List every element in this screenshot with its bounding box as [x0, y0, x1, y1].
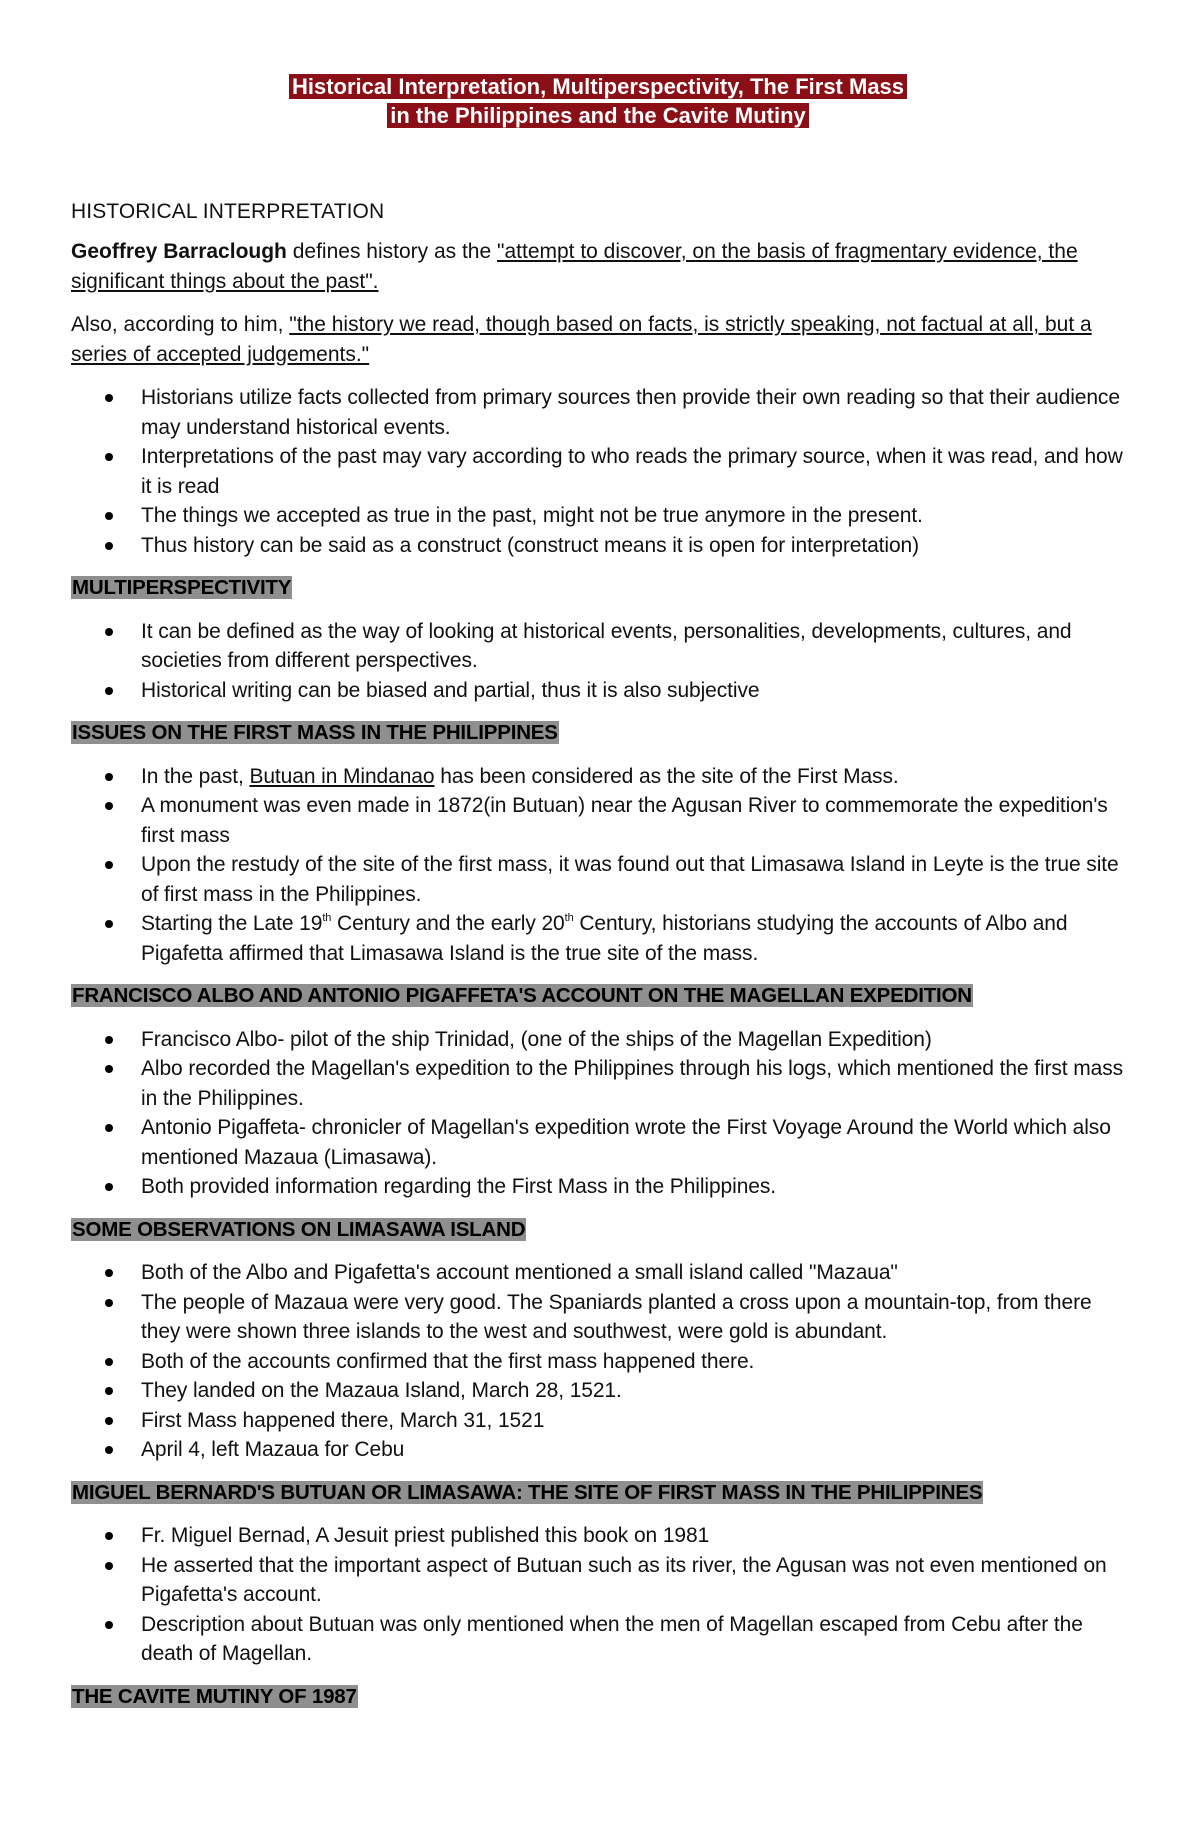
bullet-icon [105, 1358, 113, 1366]
bullet-icon [105, 920, 113, 928]
limasawa-bullet-list [71, 1258, 1131, 1465]
document-title [65, 72, 1131, 130]
bullet-icon [105, 1532, 113, 1540]
list-item: First Mass happened there, March 31, 1521 [71, 1406, 1131, 1436]
bullet-icon [105, 1417, 113, 1425]
heading-albo-pigafetta: FRANCISCO ALBO AND ANTONIO PIGAFFETA'S ACCOUNT ON THE MAGELLAN EXPEDITION [72, 984, 972, 1007]
list-item: In the past, Butuan in Mindanao has been considered as the site of the First Mass. [71, 762, 1131, 792]
bullet-icon [105, 1036, 113, 1044]
bullet-icon [105, 542, 113, 550]
list-item: Starting the Late 19th Century and the early 20th Century, historians studying the accounts of Albo and Pigafetta affirmed that Limasawa Island is the true site of the mass. [71, 909, 1131, 968]
list-item: Both provided information regarding the First Mass in the Philippines. [71, 1172, 1131, 1202]
bullet-icon [105, 1065, 113, 1073]
bullet-icon [105, 861, 113, 869]
bullet-icon [105, 1446, 113, 1454]
heading-bernard-book: MIGUEL BERNARD'S BUTUAN OR LIMASAWA: THE SITE OF FIRST MASS IN THE PHILIPPINES [72, 1480, 983, 1504]
barraclough-quote-paragraph [71, 310, 1131, 369]
list-item: Both of the accounts confirmed that the first mass happened there. [71, 1347, 1131, 1377]
definition-text: defines history as the [286, 240, 498, 263]
title-line-1: Historical Interpretation, Multiperspectivity, The First Mass [289, 74, 907, 99]
heading-historical-interpretation: HISTORICAL INTERPRETATION [71, 200, 385, 223]
list-item: Description about Butuan was only mentioned when the men of Magellan escaped from Cebu after the death of Magellan. [71, 1610, 1131, 1669]
list-item: Francisco Albo- pilot of the ship Trinidad, (one of the ships of the Magellan Expedition) [71, 1025, 1131, 1055]
document-page [71, 70, 1131, 1711]
list-item: Historical writing can be biased and partial, thus it is also subjective [71, 676, 1131, 706]
multiperspectivity-bullet-list [71, 617, 1131, 706]
bullet-icon [105, 687, 113, 695]
bernard-bullet-list [71, 1521, 1131, 1669]
bullet-icon [105, 1269, 113, 1277]
first-mass-bullet-list [71, 762, 1131, 969]
list-item: Fr. Miguel Bernad, A Jesuit priest published this book on 1981 [71, 1521, 1131, 1551]
bullet-icon [105, 1562, 113, 1570]
bullet-icon [105, 1621, 113, 1629]
barraclough-name: Geoffrey Barraclough [71, 240, 287, 263]
bullet-icon [105, 512, 113, 520]
title-line-2: in the Philippines and the Cavite Mutiny [387, 103, 809, 128]
history-quote: "the history we read, though based on facts, is strictly speaking, not factual at all, but a series of accepted judgements." [71, 313, 1092, 366]
heading-limasawa-observations: SOME OBSERVATIONS ON LIMASAWA ISLAND [72, 1217, 526, 1241]
list-item: The people of Mazaua were very good. The Spaniards planted a cross upon a mountain-top, from there they were shown three islands to the west and southwest, were gold is abundant. [71, 1288, 1131, 1347]
albo-pigafetta-bullet-list [71, 1025, 1131, 1202]
list-item: They landed on the Mazaua Island, March 28, 1521. [71, 1376, 1131, 1406]
list-item: The things we accepted as true in the past, might not be true anymore in the present. [71, 501, 1131, 531]
bullet-icon [105, 1124, 113, 1132]
bullet-icon [105, 1387, 113, 1395]
bullet-icon [105, 628, 113, 636]
heading-first-mass-issues: ISSUES ON THE FIRST MASS IN THE PHILIPPINES [72, 721, 558, 744]
list-item: It can be defined as the way of looking at historical events, personalities, developments, cultures, and societies from different perspectives. [71, 617, 1131, 676]
list-item: He asserted that the important aspect of Butuan such as its river, the Agusan was not even mentioned on Pigafetta's account. [71, 1551, 1131, 1610]
list-item: Historians utilize facts collected from primary sources then provide their own reading so that their audience may understand historical events. [71, 383, 1131, 442]
quote-intro-text: Also, according to him, [71, 313, 290, 336]
bullet-icon [105, 394, 113, 402]
bullet-icon [105, 802, 113, 810]
butuan-underlined-text: Butuan in Mindanao [249, 764, 435, 788]
definition-quote: "attempt to discover, on the basis of fragmentary evidence, the significant things about the past". [71, 240, 1078, 293]
list-item: Albo recorded the Magellan's expedition to the Philippines through his logs, which mentioned the first mass in the Philippines. [71, 1054, 1131, 1113]
list-item: Interpretations of the past may vary according to who reads the primary source, when it was read, and how it is read [71, 442, 1131, 501]
interpretation-bullet-list [71, 383, 1131, 560]
list-item: Thus history can be said as a construct (construct means it is open for interpretation) [71, 531, 1131, 561]
bullet-icon [105, 1299, 113, 1307]
list-item: April 4, left Mazaua for Cebu [71, 1435, 1131, 1465]
heading-cavite-mutiny: THE CAVITE MUTINY OF 1987 [72, 1684, 357, 1708]
barraclough-definition [71, 237, 1131, 296]
bullet-icon [105, 453, 113, 461]
bullet-icon [105, 773, 113, 781]
heading-multiperspectivity: MULTIPERSPECTIVITY [72, 576, 292, 599]
list-item: Antonio Pigaffeta- chronicler of Magellan's expedition wrote the First Voyage Around the World which also mentioned Mazaua (Limasawa). [71, 1113, 1131, 1172]
list-item: A monument was even made in 1872(in Butuan) near the Agusan River to commemorate the expedition's first mass [71, 791, 1131, 850]
bullet-icon [105, 1183, 113, 1191]
list-item: Upon the restudy of the site of the first mass, it was found out that Limasawa Island in Leyte is the true site of first mass in the Philippines. [71, 850, 1131, 909]
list-item: Both of the Albo and Pigafetta's account mentioned a small island called "Mazaua" [71, 1258, 1131, 1288]
